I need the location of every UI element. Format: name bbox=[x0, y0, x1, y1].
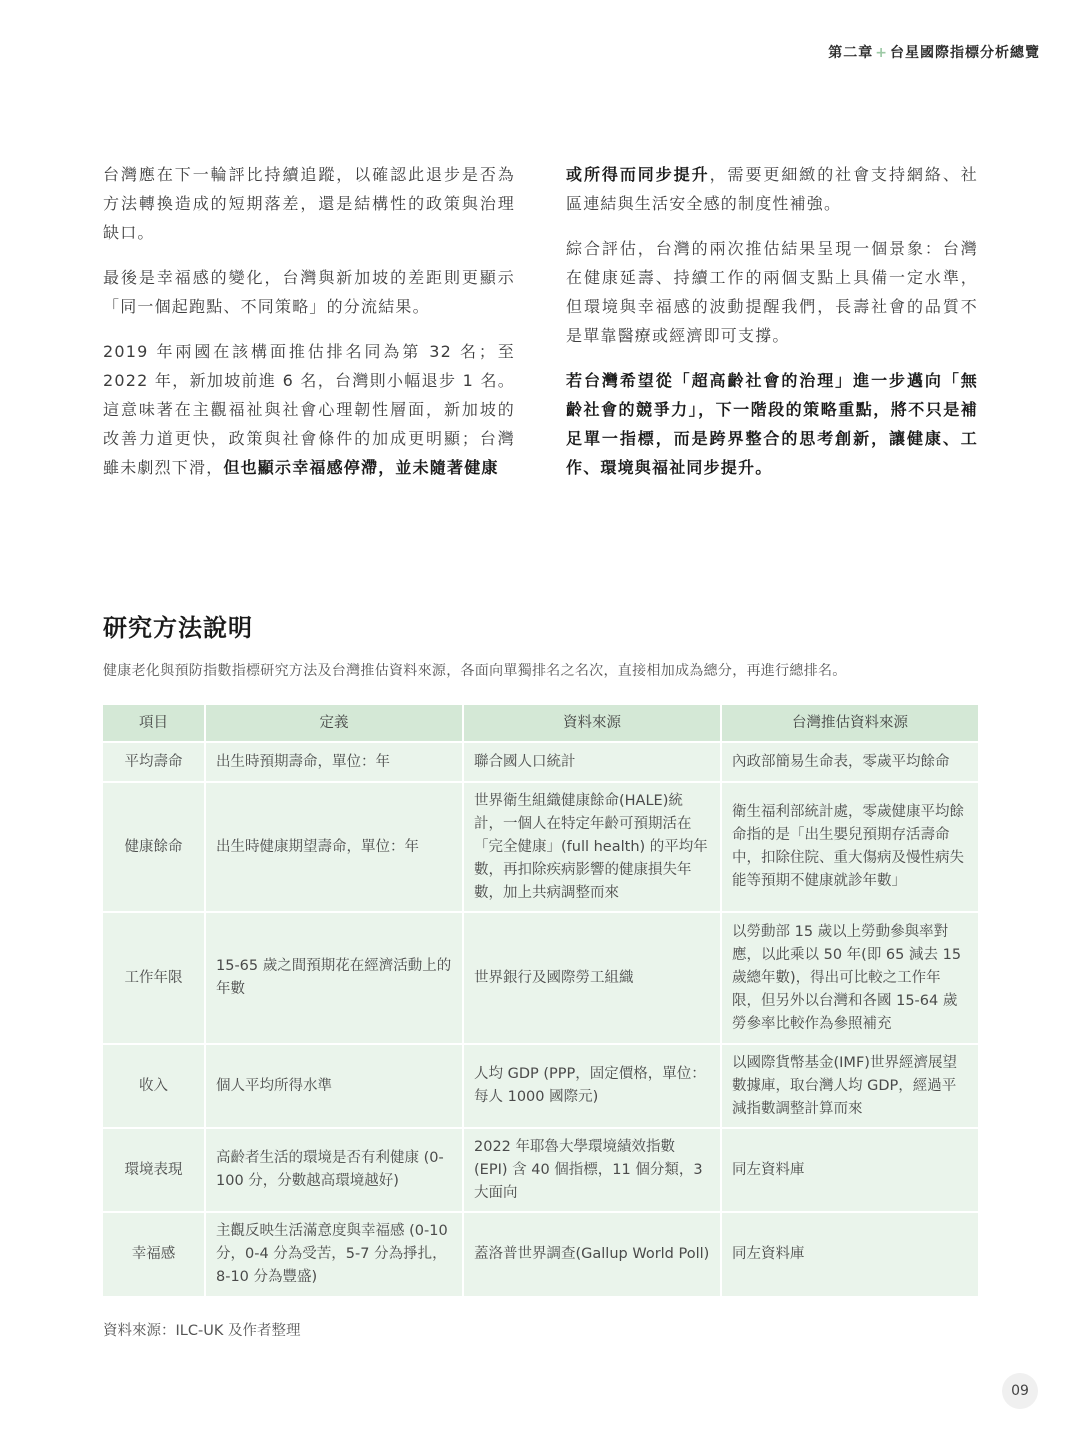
left-paragraph-1: 台灣應在下一輪評比持續追蹤，以確認此退步是否為方法轉換造成的短期落差，還是結構性的政策與治理缺口。 bbox=[103, 165, 515, 242]
methodology-table bbox=[103, 705, 978, 1296]
table-cell: 工作年限 bbox=[103, 912, 205, 1044]
table-cell: 幸福感 bbox=[103, 1212, 205, 1296]
right-paragraph-2: 綜合評估，台灣的兩次推估結果呈現一個景象：台灣在健康延壽、持續工作的兩個支點上具備一定水準，但環境與幸福感的波動提醒我們，長壽社會的品質不是單靠醫療或經濟即可支撐。 bbox=[566, 239, 978, 345]
header-data-source: 資料來源 bbox=[463, 705, 721, 742]
chapter-title: 台星國際指標分析總覽 bbox=[890, 45, 1040, 61]
table-cell: 以勞動部 15 歲以上勞動參與率對應，以此乘以 50 年(即 65 減去 15 歲總年數)，得出可比較之工作年限，但另外以台灣和各國 15-64 歲勞參率比較作為參照補充 bbox=[721, 912, 978, 1044]
table-cell: 15-65 歲之間預期花在經濟活動上的年數 bbox=[205, 912, 463, 1044]
right-text-column bbox=[566, 160, 978, 498]
table-cell: 收入 bbox=[103, 1044, 205, 1128]
table-cell: 以國際貨幣基金(IMF)世界經濟展望數據庫，取台灣人均 GDP，經過平減指數調整計算而來 bbox=[721, 1044, 978, 1128]
chapter-label: 第二章 bbox=[828, 45, 874, 61]
section-subtitle: 健康老化與預防指數指標研究方法及台灣推估資料來源，各面向單獨排名之名次，直接相加成為總分，再進行總排名。 bbox=[103, 663, 847, 679]
table-cell: 同左資料庫 bbox=[721, 1128, 978, 1212]
right-paragraph-1-text: ，需要更細緻的社會支持網絡、社區連結與生活安全感的制度性補強。 bbox=[566, 165, 978, 213]
table-cell: 世界衛生組織健康餘命(HALE)統計，一個人在特定年齡可預期活在「完全健康」(full health) 的平均年數，再扣除疾病影響的健康損失年數，加上共病調整而來 bbox=[463, 782, 721, 912]
left-paragraph-3-text: 2019 年兩國在該構面推估排名同為第 32 名；至 2022 年，新加坡前進 6 名，台灣則小幅退步 1 名。這意味著在主觀福祉與社會心理韌性層面，新加坡的改善力道更快，政策與社會條件的加成更明顯；台灣雖未劇烈下滑， bbox=[103, 342, 515, 477]
left-paragraph-3-emphasis: 但也顯示幸福感停滯，並未隨著健康 bbox=[223, 458, 499, 477]
table-cell: 高齡者生活的環境是否有利健康 (0-100 分，分數越高環境越好) bbox=[205, 1128, 463, 1212]
table-header-row bbox=[103, 705, 978, 742]
table-row bbox=[103, 1128, 978, 1212]
table-cell: 內政部簡易生命表，零歲平均餘命 bbox=[721, 742, 978, 782]
table-row bbox=[103, 742, 978, 782]
table-cell: 衛生福利部統計處，零歲健康平均餘命指的是「出生嬰兒預期存活壽命中，扣除住院、重大傷病及慢性病失能等預期不健康就診年數」 bbox=[721, 782, 978, 912]
source-note: 資料來源：ILC-UK 及作者整理 bbox=[103, 1323, 301, 1339]
page-number: 09 bbox=[1002, 1373, 1038, 1409]
table-cell: 2022 年耶魯大學環境績效指數 (EPI) 含 40 個指標，11 個分類，3 大面向 bbox=[463, 1128, 721, 1212]
left-text-column bbox=[103, 160, 515, 498]
table-cell: 聯合國人口統計 bbox=[463, 742, 721, 782]
table-cell: 蓋洛普世界調查(Gallup World Poll) bbox=[463, 1212, 721, 1296]
table-cell: 同左資料庫 bbox=[721, 1212, 978, 1296]
left-paragraph-2: 最後是幸福感的變化，台灣與新加坡的差距則更顯示「同一個起跑點、不同策略」的分流結果。 bbox=[103, 268, 515, 316]
table-cell: 平均壽命 bbox=[103, 742, 205, 782]
table-row bbox=[103, 1044, 978, 1128]
header-item: 項目 bbox=[103, 705, 205, 742]
table-row bbox=[103, 1212, 978, 1296]
table-cell: 主觀反映生活滿意度與幸福感 (0-10 分，0-4 分為受苦，5-7 分為掙扎，8-10 分為豐盛) bbox=[205, 1212, 463, 1296]
right-paragraph-3: 若台灣希望從「超高齡社會的治理」進一步邁向「無齡社會的競爭力」，下一階段的策略重點，將不只是補足單一指標，而是跨界整合的思考創新，讓健康、工作、環境與福祉同步提升。 bbox=[566, 371, 978, 477]
table-cell: 出生時預期壽命，單位：年 bbox=[205, 742, 463, 782]
table-cell: 出生時健康期望壽命，單位：年 bbox=[205, 782, 463, 912]
table-cell: 世界銀行及國際勞工組織 bbox=[463, 912, 721, 1044]
table-cell: 環境表現 bbox=[103, 1128, 205, 1212]
table-cell: 健康餘命 bbox=[103, 782, 205, 912]
left-paragraph-3 bbox=[103, 337, 515, 482]
header-taiwan-source: 台灣推估資料來源 bbox=[721, 705, 978, 742]
right-paragraph-1 bbox=[566, 160, 978, 218]
section-title: 研究方法說明 bbox=[103, 613, 253, 642]
table-cell: 個人平均所得水準 bbox=[205, 1044, 463, 1128]
table-row bbox=[103, 782, 978, 912]
running-header bbox=[828, 42, 1040, 62]
table-row bbox=[103, 912, 978, 1044]
header-separator: + bbox=[875, 45, 888, 61]
header-definition: 定義 bbox=[205, 705, 463, 742]
table-cell: 人均 GDP (PPP，固定價格，單位：每人 1000 國際元) bbox=[463, 1044, 721, 1128]
right-paragraph-1-emphasis: 或所得而同步提升 bbox=[566, 165, 710, 184]
